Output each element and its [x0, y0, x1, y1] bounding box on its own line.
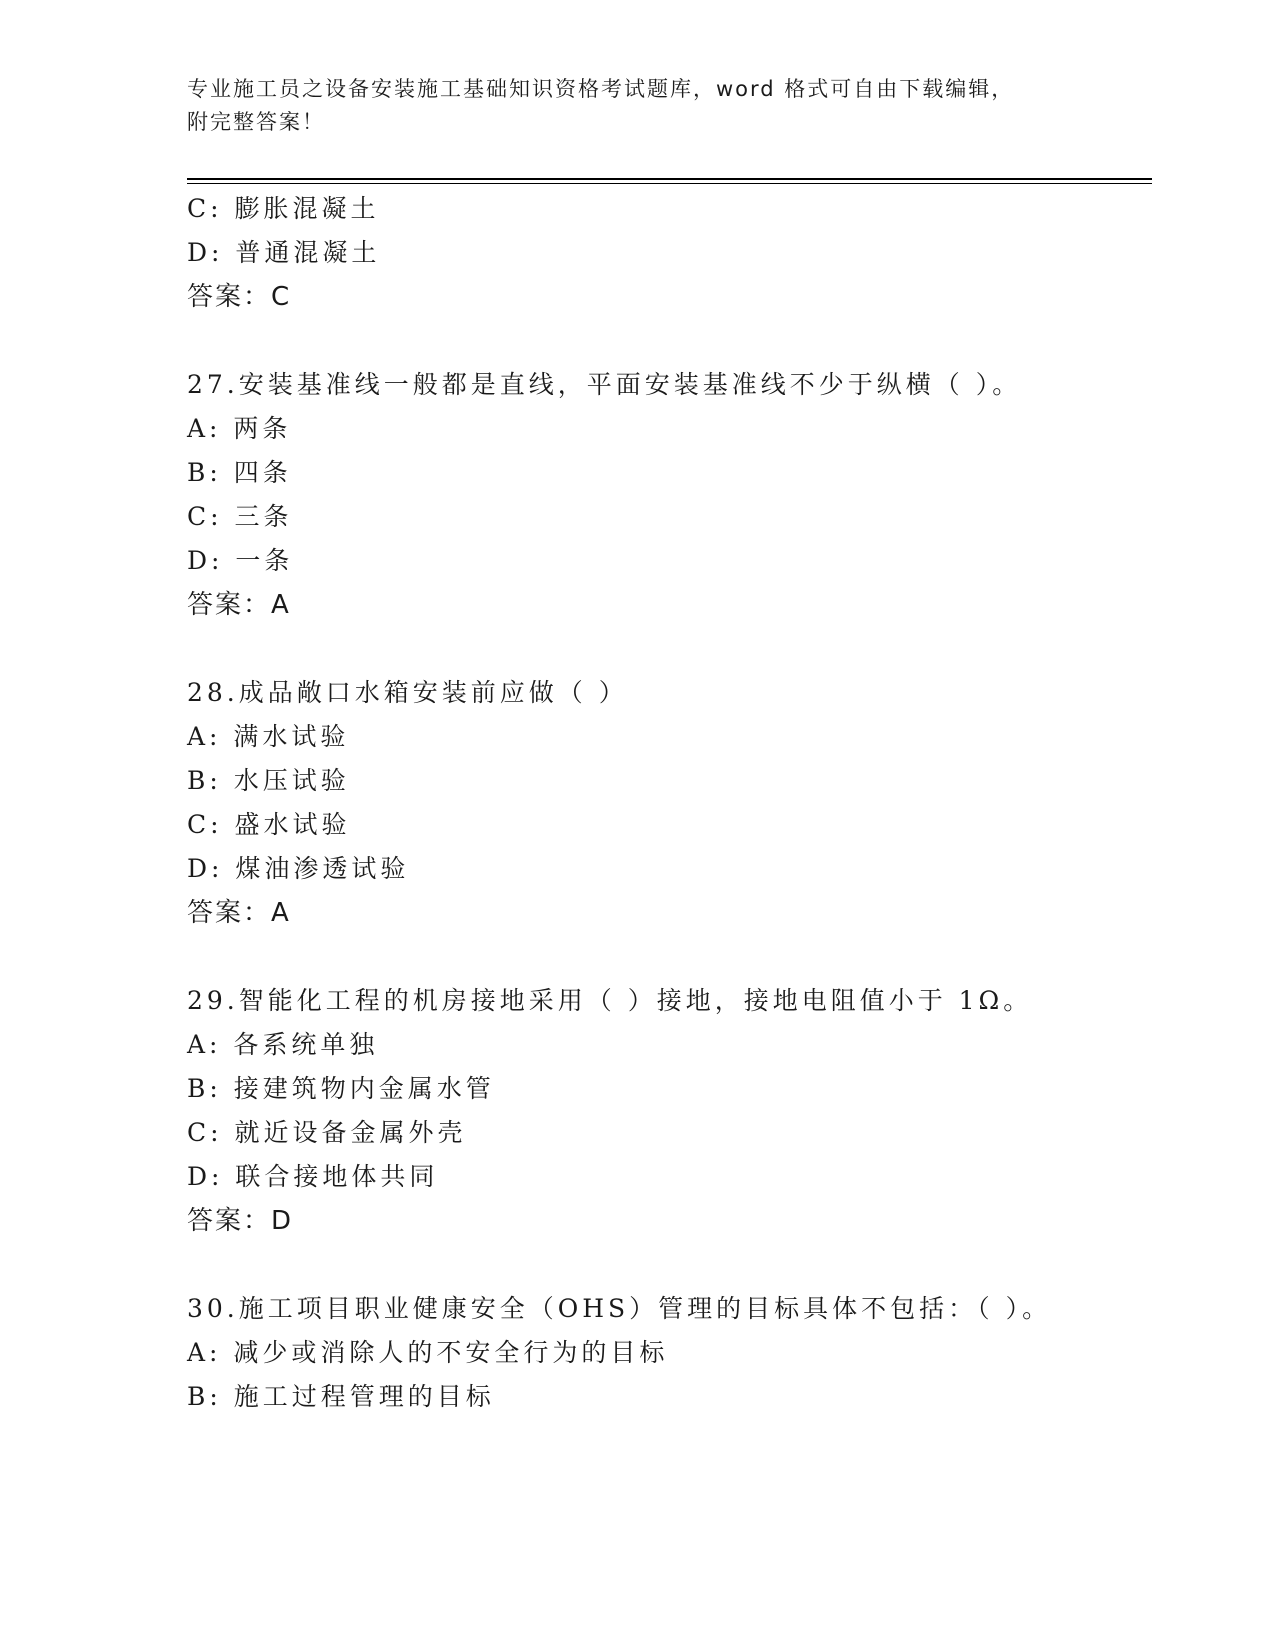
option-d: D: 联合接地体共同: [187, 1162, 439, 1191]
option-c: C: 三条: [187, 502, 293, 531]
question-stem: 27.安装基准线一般都是直线，平面安装基准线不少于纵横（ ）。: [187, 370, 1022, 399]
option-c: C: 盛水试验: [187, 810, 351, 839]
option-c: C: 膨胀混凝土: [187, 194, 380, 223]
option-d: D: 一条: [187, 546, 294, 575]
option-a: A: 各系统单独: [187, 1030, 379, 1059]
option-a: A: 减少或消除人的不安全行为的目标: [187, 1338, 669, 1367]
option-b: B: 四条: [187, 458, 292, 487]
answer-line: 答案：A: [187, 590, 291, 620]
question-stem: 30.施工项目职业健康安全（OHS）管理的目标具体不包括：（ ）。: [187, 1294, 1052, 1323]
option-b: B: 施工过程管理的目标: [187, 1382, 495, 1411]
answer-line: 答案：A: [187, 898, 291, 928]
header-line-1: 专业施工员之设备安装施工基础知识资格考试题库，word 格式可自由下载编辑，: [187, 77, 1015, 101]
document-header: [187, 73, 1087, 139]
answer-line: 答案：D: [187, 1206, 294, 1236]
option-b: B: 水压试验: [187, 766, 350, 795]
option-c: C: 就近设备金属外壳: [187, 1118, 467, 1147]
option-d: D: 普通混凝土: [187, 238, 381, 267]
option-a: A: 满水试验: [187, 722, 350, 751]
header-line-2: 附完整答案！: [187, 110, 325, 134]
option-d: D: 煤油渗透试验: [187, 854, 410, 883]
header-rule-thick: [187, 178, 1152, 180]
option-b: B: 接建筑物内金属水管: [187, 1074, 495, 1103]
answer-line: 答案：C: [187, 282, 292, 312]
question-stem: 28.成品敞口水箱安装前应做（ ）: [187, 678, 628, 707]
option-a: A: 两条: [187, 414, 292, 443]
question-stem: 29.智能化工程的机房接地采用（ ）接地，接地电阻值小于 1Ω。: [187, 986, 1033, 1015]
header-rule-thin: [187, 183, 1152, 184]
